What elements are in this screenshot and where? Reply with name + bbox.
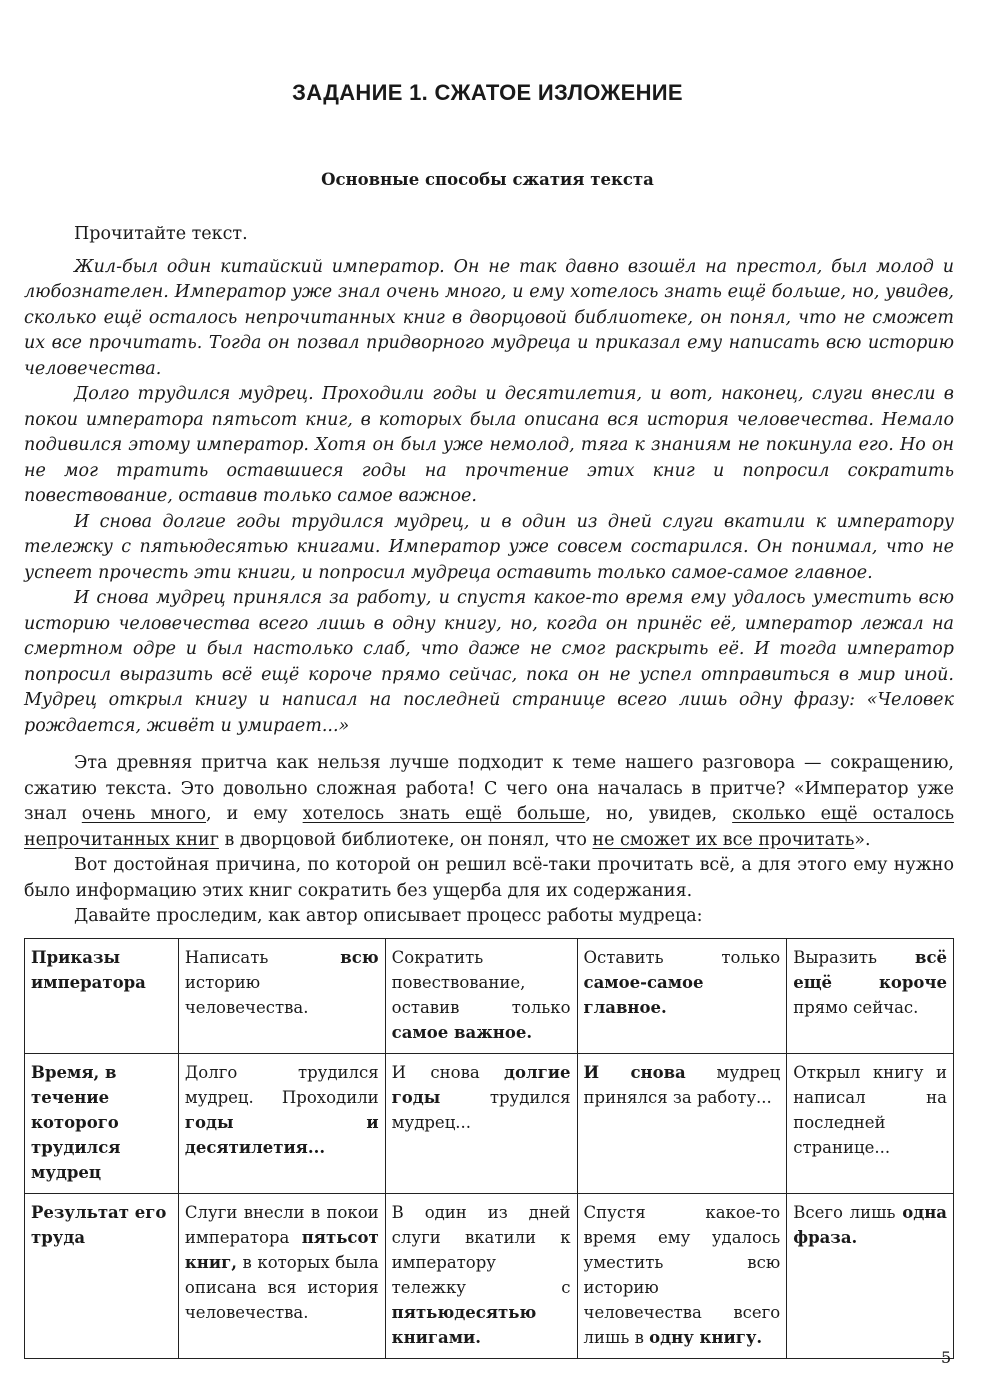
page-number: 5 [941,1348,952,1367]
cell-text: Открыл книгу и написал на последней странице... [793,1063,947,1157]
analysis-text: , и ему [206,804,303,824]
story-paragraph: Долго трудился мудрец. Проходили годы и десятилетия, и вот, наконец, слуги внесли в покои императора пятьсот книг, в которых была описана вся история человечества. Немало подивился этому император. Хотя он был уже немолод, тяга к знаниям не покинула его. Но он не мог тратить оставшиеся годы на прочтение этих книг и попросил сократить повествование, оставив только самое важное. [24,384,954,506]
underlined-phrase: не сможет их все прочитать [592,829,855,850]
cell-text: Выразить [793,948,915,967]
table-cell [178,1054,385,1194]
row-header-cell: Результат его труда [25,1194,179,1359]
table-cell [577,1194,787,1359]
cell-bold-text: всю [340,948,379,967]
cell-bold-text: одну книгу. [649,1328,763,1347]
cell-text: историю человечества. [184,973,309,1017]
cell-text: мудрец принялся за работу... [583,1063,781,1107]
table-cell [577,1054,787,1194]
table-cell [787,1194,954,1359]
cell-text: И снова [391,1063,505,1082]
table-cell [787,939,954,1054]
cell-text: прямо сейчас. [793,998,919,1017]
cell-text: Слуги внесли в покои императора [184,1203,379,1247]
underlined-phrase: очень много [81,804,207,824]
row-header-cell: Время, в течение которого трудился мудрец [25,1054,179,1194]
table-cell [178,1194,385,1359]
cell-bold-text: долгие годы [391,1063,571,1107]
table-cell [385,1194,577,1359]
row-header-cell: Приказы императора [25,939,179,1054]
underlined-phrase: сколько ещё осталось непрочитанных книг [24,804,955,850]
cell-bold-text: И снова [583,1063,686,1082]
cell-bold-text: самое-самое главное. [583,973,704,1017]
table-cell [787,1054,954,1194]
cell-text: трудился мудрец... [391,1088,571,1132]
analysis-paragraph: Вот достойная причина, по которой он решил всё-таки прочитать всё, а для этого ему нужно было информацию этих книг сократить без ущерба для их содержания. [24,855,954,901]
table-row [25,1054,954,1194]
underlined-phrase: хотелось знать ещё больше [302,804,586,824]
table-cell [385,939,577,1054]
analysis-paragraph: Давайте проследим, как автор описывает процесс работы мудреца: [74,906,703,926]
cell-text: В один из дней слуги вкатили к императору тележку с [391,1203,571,1297]
cell-bold-text: годы и десятилетия... [184,1113,379,1157]
analysis-text: в дворцовой библиотеке, он понял, что [218,829,593,850]
table-cell [385,1054,577,1194]
story-paragraph: И снова мудрец принялся за работу, и спустя какое-то время ему удалось уместить всю историю человечества всего лишь в одну книгу, но, когда он принёс её, император лежал на смертном одре и был настолько слаб, что даже не смог раскрыть её. И тогда император попросил выразить всё ещё короче прямо сейчас, пока он не успел отправиться в мир иной. Мудрец открыл книгу и написал на последней странице всего лишь одну фразу: «Человек рождается, живёт и умирает...» [24,588,954,736]
cell-bold-text: самое важное. [391,1023,533,1042]
reading-instruction: Прочитайте текст. [74,224,248,244]
cell-text: Оставить только [583,948,781,967]
cell-bold-text: пятьсот книг, [184,1228,379,1272]
story-paragraph: И снова долгие годы трудился мудрец, и в один из дней слуги вкатили к императору тележку с пятьюдесятью книгами. Император уже совсем состарился. Он понимал, что не успеет прочесть эти книги, и попросил мудреца оставить только самое-самое главное. [24,511,954,583]
cell-bold-text: пятьюдесятью книгами. [391,1303,537,1347]
cell-text: Написать [184,948,341,967]
cell-bold-text: всё ещё короче [793,948,947,992]
analysis-text: ». [854,829,871,850]
analysis-text: , но, увидев, [585,804,733,824]
analysis-text: Эта древняя притча как нельзя лучше подходит к теме нашего разговора — сокращению, сжатию текста. Это довольно сложная работа! С чего она началась в притче? «Император уже знал [24,753,954,824]
cell-text: Сократить повествование, оставив только [391,948,571,1017]
table-cell [178,939,385,1054]
comparison-table [24,938,954,1359]
analysis-paragraph [24,751,954,853]
cell-bold-text: одна фраза. [793,1203,947,1247]
cell-text: Спустя какое-то время ему удалось уместить всю историю человечества всего лишь в [583,1203,781,1347]
page-title: ЗАДАНИЕ 1. СЖАТОЕ ИЗЛОЖЕНИЕ [292,80,683,105]
cell-text: в которых была описана вся история человечества. [184,1253,379,1322]
section-subtitle: Основные способы сжатия текста [321,170,654,189]
story-paragraph: Жил-был один китайский император. Он не так давно взошёл на престол, был молод и любознателен. Император уже знал очень много, и ему хотелось знать ещё больше, но, увидев, сколько ещё осталось непрочитанных книг в дворцовой библиотеке, он понял, что не сможет их все прочитать. Тогда он позвал придворного мудреца и приказал ему написать всю историю человечества. [24,256,954,379]
table-cell [577,939,787,1054]
table-row [25,1194,954,1359]
main-text [24,222,954,930]
table-row [25,939,954,1054]
cell-text: Долго трудился мудрец. Проходили [184,1063,379,1107]
cell-text: Всего лишь [793,1203,903,1222]
